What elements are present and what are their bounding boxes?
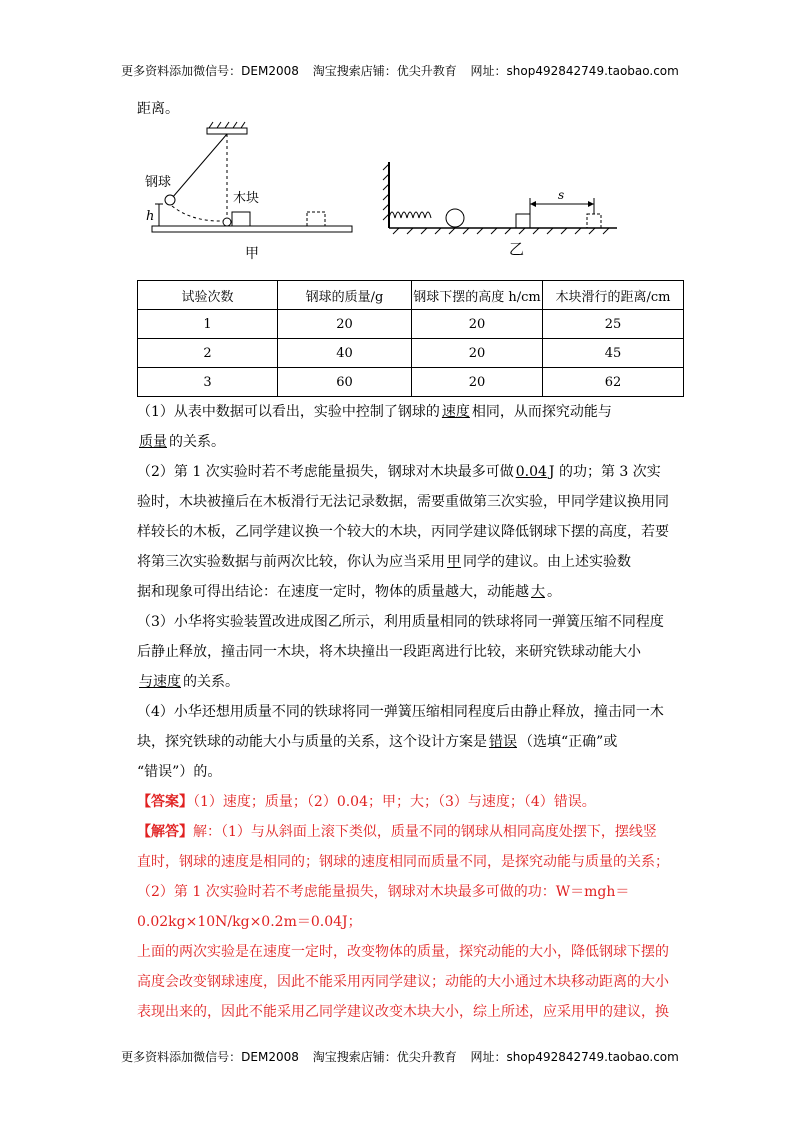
label-h: h (146, 209, 155, 224)
wood-block (232, 212, 250, 226)
label-s: s (558, 188, 565, 202)
q4-blank-wrong: 错误 (489, 734, 517, 750)
page-footer (0, 1048, 800, 1065)
table-cell: 20 (278, 310, 412, 339)
q1-blank-speed: 速度 (441, 404, 470, 420)
figures (137, 120, 637, 270)
q2-blank-student: 甲 (447, 554, 461, 570)
label-block: 木块 (233, 191, 260, 206)
table-cell: 45 (543, 339, 684, 368)
q3-line2: 后静止释放，撞击同一木块，将木块撞出一段距离进行比较，来研究铁球动能大小 (137, 644, 641, 660)
table-cell: 20 (412, 368, 543, 397)
figure-svg (137, 120, 637, 270)
table-row (138, 368, 684, 397)
q2-blank-work: 0.04 (515, 464, 547, 480)
table-cell: 60 (278, 368, 412, 397)
data-table (137, 280, 684, 397)
footer-wechat: 更多资料添加微信号：DEM2008 (121, 1050, 299, 1064)
solution-line7: 表现出来的，因此不能采用乙同学建议改变木块大小，综上所述，应采用甲的建议，换 (137, 1004, 669, 1020)
table-cell: 3 (138, 368, 278, 397)
table-header: 试验次数 (138, 281, 278, 310)
solution-tag: 【解答】 (137, 824, 193, 840)
question-body (137, 397, 685, 1027)
table-row (138, 310, 684, 339)
q2-line1: （2）第 1 次实验时若不考虑能量损失，钢球对木块最多可做 0.04 J 的功；第 3 次实 (137, 464, 661, 480)
table-cell: 40 (278, 339, 412, 368)
q2-line2: 验时，木块被撞后在木板滑行无法记录数据，需要重做第三次实验，甲同学建议换用同 (137, 494, 669, 510)
table-cell: 20 (412, 339, 543, 368)
header-url: 网址：shop492842749.taobao.com (470, 64, 679, 78)
board (152, 226, 352, 232)
page-header (0, 62, 800, 79)
spring (389, 212, 431, 218)
table-header: 木块滑行的距离/cm (543, 281, 684, 310)
q4-line1: （4）小华还想用质量不同的铁球将同一弹簧压缩相同程度后由静止释放，撞击同一木 (137, 704, 664, 720)
table-cell: 62 (543, 368, 684, 397)
table-cell: 1 (138, 310, 278, 339)
q2-line4: 将第三次实验数据与前两次比较，你认为应当采用 甲 同学的建议。由上述实验数 (137, 554, 631, 570)
block-yi (516, 214, 530, 228)
q1-line1: （1）从表中数据可以看出，实验中控制了钢球的 速度 相同，从而探究动能与 (137, 404, 612, 420)
table-cell: 2 (138, 339, 278, 368)
caption-yi: 乙 (509, 240, 525, 258)
q3-line3: 与速度 的关系。 (139, 674, 239, 690)
table-header: 钢球下摆的高度 h/cm (412, 281, 543, 310)
solution-line4: 0.02kg×10N/kg×0.2m＝0.04J； (137, 914, 362, 930)
table-cell: 20 (412, 310, 543, 339)
table-header-row (138, 281, 684, 310)
solution-line3: （2）第 1 次实验时若不考虑能量损失，钢球对木块最多可做的功：W＝mgh＝ (137, 884, 630, 900)
answer-line (137, 787, 685, 817)
header-shop: 淘宝搜索店铺：优尖升教育 (312, 64, 457, 78)
figure-yi (383, 162, 617, 258)
q2-line5: 据和现象可得出结论：在速度一定时，物体的质量越大，动能越 大 。 (137, 584, 561, 600)
solution-line1: 【解答】解：（1）与从斜面上滚下类似，质量不同的钢球从相同高度处摆下，摆线竖 (137, 824, 657, 840)
q4-line2: 块，探究铁球的动能大小与质量的关系，这个设计方案是 错误 （选填“正确”或 (137, 734, 618, 750)
q2-blank-larger: 大 (531, 584, 545, 600)
solution-line2: 直时，钢球的速度是相同的；钢球的速度相同而质量不同，是探究动能与质量的关系； (137, 854, 669, 870)
q1-blank-mass: 质量 (139, 434, 167, 450)
footer-shop: 淘宝搜索店铺：优尖升教育 (312, 1050, 457, 1064)
wood-block-final (307, 212, 325, 226)
footer-url: 网址：shop492842749.taobao.com (470, 1050, 679, 1064)
block-yi-final (587, 214, 601, 228)
label-ball: 钢球 (145, 175, 172, 190)
table-header: 钢球的质量/g (278, 281, 412, 310)
solution-line6: 高度会改变钢球速度，因此不能采用丙同学建议；动能的大小通过木块移动距离的大小 (137, 974, 669, 990)
table-row (138, 339, 684, 368)
intro-line: 距离。 (137, 101, 179, 117)
iron-ball (446, 209, 464, 227)
ceiling-hatch (207, 128, 247, 134)
q2-line3: 样较长的木板，乙同学建议换一个较大的木块，丙同学建议降低钢球下摆的高度，若要 (137, 524, 669, 540)
answer-tag: 【答案】 (137, 794, 193, 810)
steel-ball (165, 195, 175, 205)
caption-jia: 甲 (245, 246, 259, 262)
q3-line1: （3）小华将实验装置改进成图乙所示，利用质量相同的铁球将同一弹簧压缩不同程度 (137, 614, 664, 630)
q4-line3: “错误”）的。 (137, 764, 222, 780)
header-wechat: 更多资料添加微信号：DEM2008 (121, 64, 299, 78)
ball-bottom (223, 218, 231, 226)
q3-blank-speed: 与速度 (139, 674, 181, 690)
answer-text: （1）速度；质量；（2）0.04；甲；大；（3）与速度；（4）错误。 (193, 794, 596, 810)
pendulum-string (172, 134, 227, 198)
figure-jia (145, 122, 352, 262)
solution-line5: 上面的两次实验是在速度一定时，改变物体的质量，探究动能的大小，降低钢球下摆的 (137, 944, 669, 960)
q1-line2: 质量 的关系。 (139, 434, 225, 450)
table-cell: 25 (543, 310, 684, 339)
swing-path (172, 206, 225, 221)
